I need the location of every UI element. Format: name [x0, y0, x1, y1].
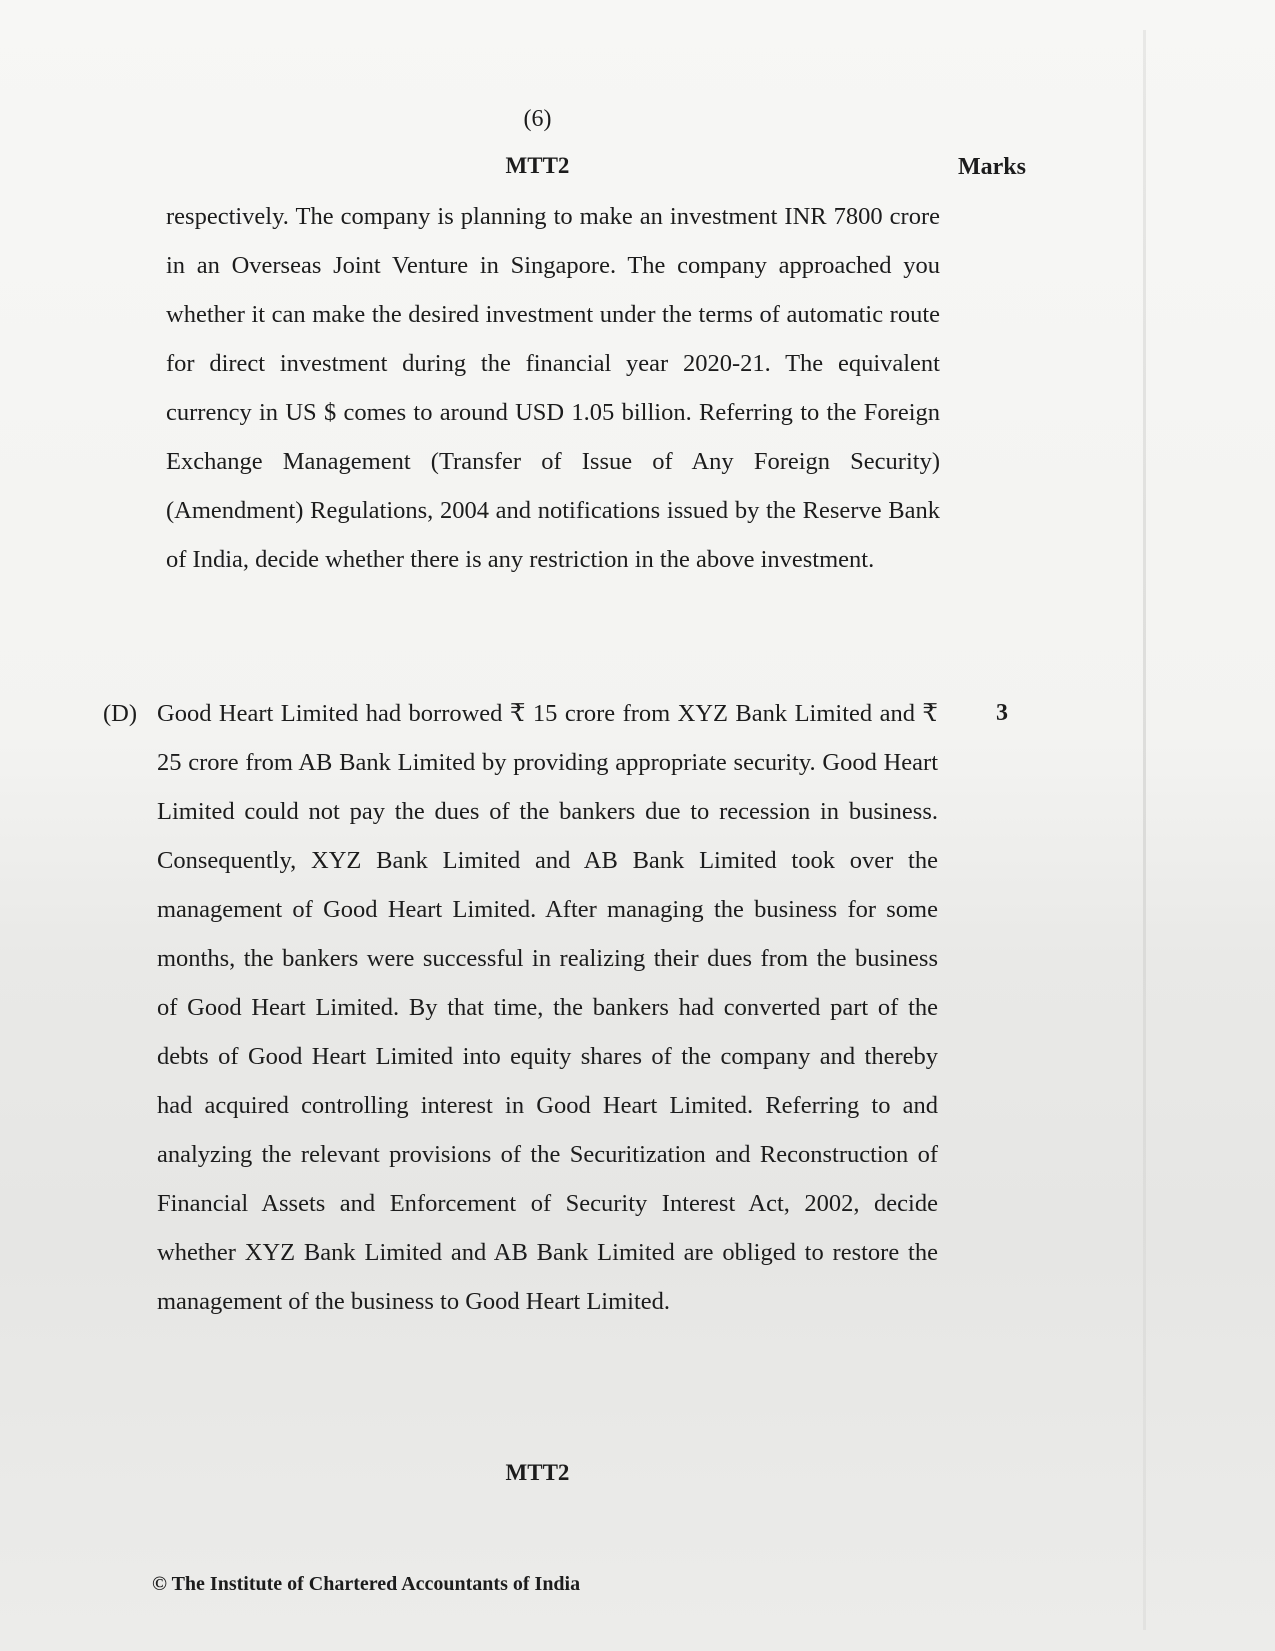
- question-c-continuation: respectively. The company is planning to make an investment INR 7800 crore in an Overseas Joint Venture in Singapore. The company approached you whether it can make the desired investment under the terms of automatic route for direct investment during the financial year 2020-21. The equivalent currency in US $ comes to around USD 1.05 billion. Referring to the Foreign Exchange Management (Transfer of Issue of Any Foreign Security) (Amendment) Regulations, 2004 and notifications issued by the Reserve Bank of India, decide whether there is any restriction in the above investment.: [166, 203, 940, 573]
- copyright-notice: © The Institute of Chartered Accountants of India: [152, 1573, 581, 1595]
- paper-code-header: MTT2: [505, 153, 570, 178]
- page-edge-shadow: [1143, 30, 1146, 1630]
- page-number: (6): [523, 106, 552, 132]
- question-d-marks: 3: [996, 700, 1008, 726]
- question-d-text: Good Heart Limited had borrowed ₹ 15 crore from XYZ Bank Limited and ₹ 25 crore from AB Bank Limited by providing appropriate security. Good Heart Limited could not pay the dues of the bankers due to recession in business. Consequently, XYZ Bank Limited and AB Bank Limited took over the management of Good Heart Limited. After managing the business for some months, the bankers were successful in realizing their dues from the business of Good Heart Limited. By that time, the bankers had converted part of the debts of Good Heart Limited into equity shares of the company and thereby had acquired controlling interest in Good Heart Limited. Referring to and analyzing the relevant provisions of the Securitization and Reconstruction of Financial Assets and Enforcement of Security Interest Act, 2002, decide whether XYZ Bank Limited and AB Bank Limited are obliged to restore the management of the business to Good Heart Limited.: [157, 700, 938, 1315]
- paper-code-footer: MTT2: [505, 1460, 570, 1485]
- question-d-label: (D): [103, 700, 138, 727]
- marks-column-header: Marks: [958, 154, 1026, 180]
